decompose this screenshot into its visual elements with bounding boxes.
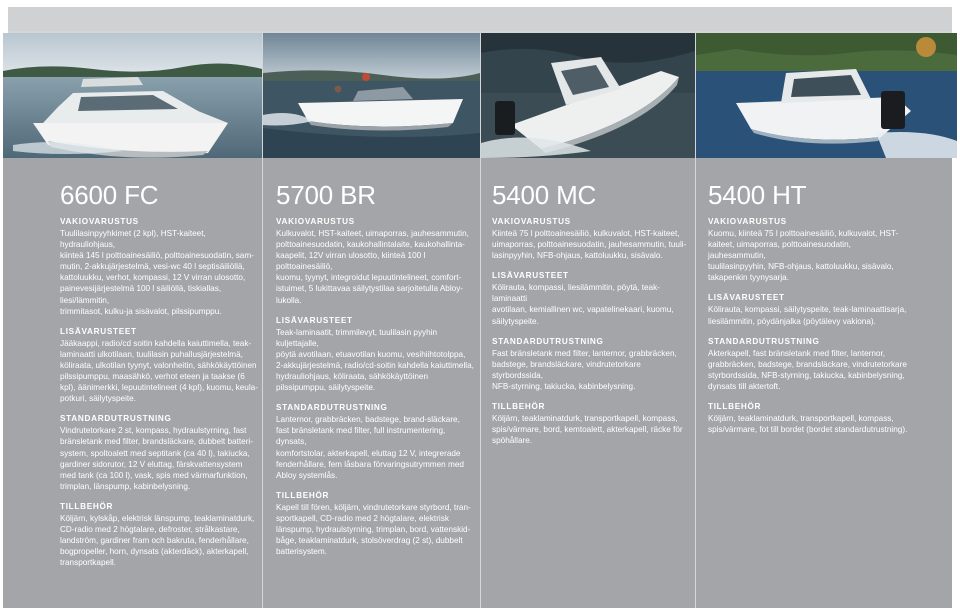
section-text: Tuulilasinpyyhkimet (2 kpl), HST-kaiteet, hydrauliohjaus, kiinteä 145 l polttoainesäiliö, polttoainesuodatin, sam- mutin, 2-akkujärjestelmä, vesi-wc 40 l septisäiliöllä, kattoluukku, verhot, kompassi, 12 V virran ulosotto, painevesijärjestelmä 100 l säiliöllä, tiskiallas, liesi/lämmitin, trimmitasot, kulku-ja sisävalot, pilssipumppu. <box>60 229 254 316</box>
section-text: Köljärn, teaklaminatdurk, transportkapell, kompass, spis/värmare, fot till bordet (bordet standardutrustning). <box>708 414 908 435</box>
section-standard-sv <box>492 336 693 392</box>
model-column-5400-ht <box>696 158 952 608</box>
section-standard-sv <box>276 402 478 481</box>
boat-photo-6600-fc <box>3 33 262 158</box>
section-standard-sv <box>708 336 908 392</box>
section-standard-sv <box>60 413 260 492</box>
boat-photo-5700-br <box>263 33 480 158</box>
section-extra-fi <box>60 326 260 405</box>
section-extra-fi <box>492 270 693 326</box>
section-text: Kulkuvalot, HST-kaiteet, uimaporras, jauhesammutin, polttoainesuodatin, kaukohallintalaite, kaukohallinta- kaapelit, 12V virran ulosotto, kiinteä 100 l polttoainesäiliö, kuomu, tyynyt, integroidut lepuutintelineet, comfort- istuimet, 5 lukittavaa säilytystilaa sarjoitetulla Abloy- lukolla. <box>276 229 469 305</box>
section-standard-fi <box>492 216 693 261</box>
section-heading: STANDARDUTRUSTNING <box>276 403 388 413</box>
section-text: Kapell till fören, köljärn, vindrutetorkare styrbord, tran- sportkapell, CD-radio med 2 högtalare, elektrisk länspump, hydraulstyrning, trimplan, bord, vattenskid- båge, teaklaminatdurk, stolsöverdrag (2 st), dubbelt batterisystem. <box>276 502 471 557</box>
section-heading: VAKIOVARUSTUS <box>60 217 139 226</box>
section-standard-fi <box>276 216 478 306</box>
section-text: Kiinteä 75 l polttoainesäiliö, kulkuvalot, HST-kaiteet, uimaporras, polttoainesuodatin, jauhesammutin, tuuli- lasinpyyhin, NFB-ohjaus, kattoluukku, sisävalo. <box>492 229 687 261</box>
section-standard-fi <box>60 216 260 317</box>
section-extra-sv <box>60 501 260 568</box>
section-heading: VAKIOVARUSTUS <box>492 217 571 226</box>
section-heading: LISÄVARUSTEET <box>492 271 569 281</box>
section-text: Fast bränsletank med filter, lanternor, grabbräcken, badstege, brandsläckare, vindrutetorkare styrbordssida, NFB-styrning, takiucka, kabinbelysning. <box>492 348 677 391</box>
section-heading: TILLBEHÖR <box>708 402 762 412</box>
section-standard-fi <box>708 216 908 283</box>
section-heading: VAKIOVARUSTUS <box>276 217 355 226</box>
section-text: Köljärn, kylskåp, elektrisk länspump, teaklaminatdurk, CD-radio med 2 högtalare, defroster, strålkastare, landström, gardiner fram och bakruta, fenderhållare, bogpropeller, horn, dynsats (akterdäck), akterkapell, transportkapell. <box>60 513 255 568</box>
section-text: Kuomu, kiinteä 75 l polttoainesäiliö, kulkuvalot, HST- kaiteet, uimaporras, polttoainesuodatin, jauhesammutin, tuulilasinpyyhin, NFB-ohjaus, kattoluukku, sisävalo, takapenkin tyynysarja. <box>708 229 899 283</box>
section-extra-sv <box>276 490 478 557</box>
section-text: Teak-laminaatit, trimmilevyt, tuulilasin pyyhin kuljettajalle, pöytä avotilaan, etuavotilan kuomu, vesihiihtotolppa, 2-akkujärjestelmä, radio/cd-soitin kahdella kaiuttimella, hydrauliohjaus, köliraata, sähkökäyttöinen pilssipumppu, säilytyspeite. <box>276 327 474 393</box>
section-extra-sv <box>492 401 693 446</box>
boat-photo-5400-ht <box>696 33 957 158</box>
section-heading: TILLBEHÖR <box>60 501 114 511</box>
model-column-6600-fc <box>3 158 262 608</box>
section-heading: STANDARDUTRUSTNING <box>492 336 604 346</box>
section-extra-fi <box>708 292 908 326</box>
section-heading: LISÄVARUSTEET <box>708 293 785 303</box>
section-text: Köljärn, teaklaminatdurk, transportkapell, kompass, spis/värmare, bord, kemtoalett, akterkapell, räcke för spöhållare. <box>492 414 683 446</box>
section-text: Kölirauta, kompassi, liesilämmitin, pöytä, teak-laminaatti avotilaan, kemiallinen wc, vapatelinekaari, kuomu, säilytyspeite. <box>492 283 674 326</box>
section-extra-sv <box>708 401 908 435</box>
section-text: Vindrutetorkare 2 st, kompass, hydraulstyrning, fast bränsletank med filter, brandsläckare, dubbelt batteri- system, spoltoalett med septitank (ca 40 l), takiucka, gardiner sidorutor, 12 V eluttag, färskvattensystem med tank (ca 100 l), vask, spis med värmarfunktion, trimplan, länspump, kabinbelysning. <box>60 426 253 491</box>
section-heading: STANDARDUTRUSTNING <box>60 414 172 424</box>
section-text: Akterkapell, fast bränsletank med filter, lanternor, grabbräcken, badstege, brandsläckare, vindrutetorkare styrbordssida, NFB-styrning, takiucka, kabinbelysning, dynsats till aktertoft. <box>708 348 907 391</box>
boat-photo-5400-mc <box>481 33 695 158</box>
model-title: 6600 FC <box>60 180 159 210</box>
model-column-5400-mc <box>481 158 695 608</box>
section-text: Lanternor, grabbräcken, badstege, brand-släckare, fast bränsletank med filter, full instrumentering, dynsats, komfortstolar, akterkapell, eluttag 12 V, integrerade fenderhållare, fem låsbara förvaringsutrymmen med Abloy systemlås. <box>276 415 464 480</box>
section-heading: LISÄVARUSTEET <box>276 315 353 325</box>
section-extra-fi <box>276 315 478 394</box>
section-text: Kölirauta, kompassi, säilytyspeite, teak-laminaattisarja, liesilämmitin, pöydänjalka (pöytälevy vakiona). <box>708 305 907 326</box>
section-heading: TILLBEHÖR <box>492 402 546 412</box>
section-heading: STANDARDUTRUSTNING <box>708 336 820 346</box>
model-title: 5700 BR <box>276 180 376 210</box>
model-title: 5400 HT <box>708 180 807 210</box>
section-heading: LISÄVARUSTEET <box>60 326 137 336</box>
section-text: Jääkaappi, radio/cd soitin kahdella kaiuttimella, teak- laminaatti ulkotilaan, tuulilasin puhallusjärjestelmä, köliraata, ulkotilan tyynyt, valonheitin, sähkökäyttöinen pilssipumppu, maasähkö, verhot eteen ja taakse (6 kpl), äänimerkki, lepuutintelineet (4 kpl), kuomu, keula- potkuri, säilytyspeite. <box>60 338 258 404</box>
top-band <box>8 7 952 31</box>
section-heading: VAKIOVARUSTUS <box>708 217 787 226</box>
model-title: 5400 MC <box>492 180 597 210</box>
model-column-5700-br <box>263 158 480 608</box>
section-heading: TILLBEHÖR <box>276 490 330 500</box>
